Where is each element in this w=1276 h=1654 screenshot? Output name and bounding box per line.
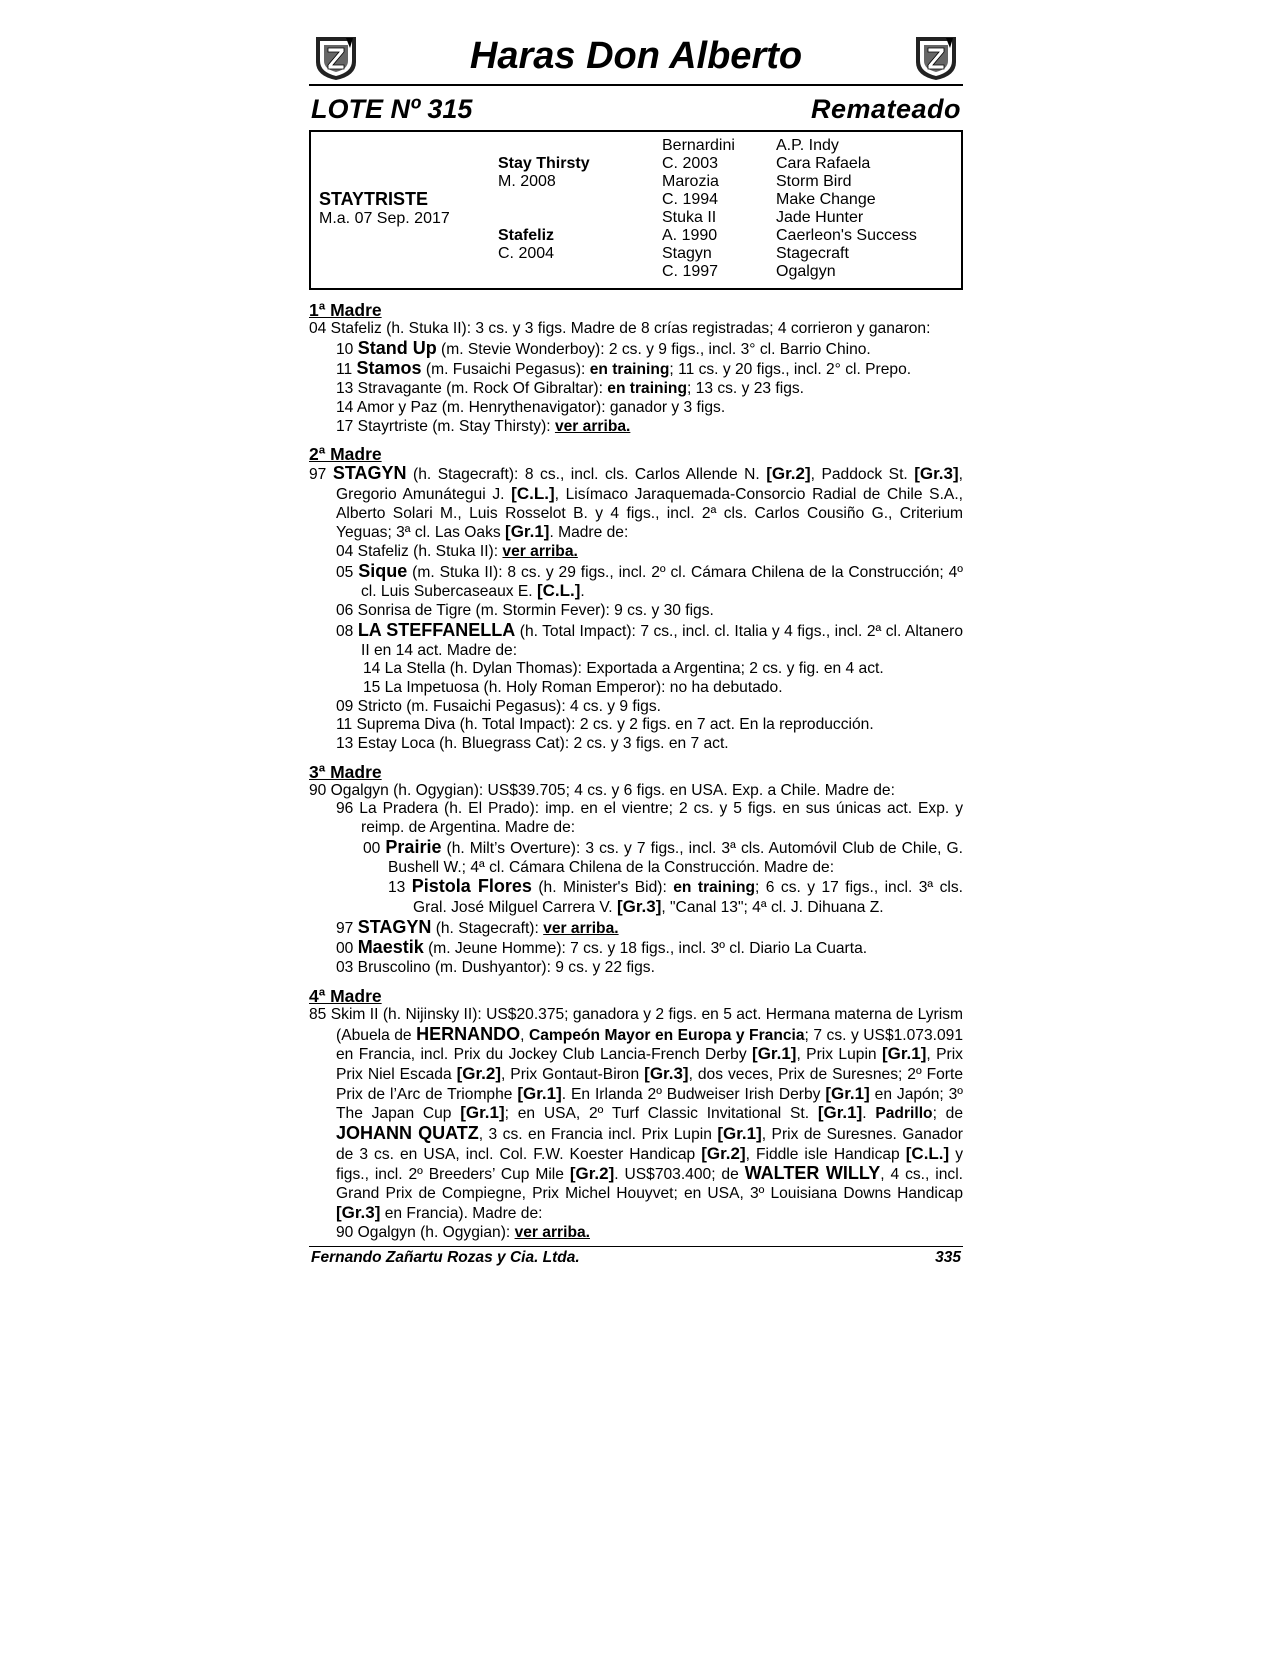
section-title: 4ª Madre	[309, 985, 382, 1006]
page-footer	[309, 1246, 963, 1266]
great-grandparent: Cara Rafaela	[776, 155, 871, 172]
entry: 85 Skim II (h. Nijinsky II): US$20.375; ganadora y 2 figs. en 5 act. Hermana materna de Lyrism (Abuela de HERNANDO, Campeón Mayor en Europa y Francia; 7 cs. y US$1.073.091 en Francia, incl. Prix du Jockey Club Lancia-French Derby [Gr.1], Prix Lupin [Gr.1], Prix Prix Niel Escada [Gr.2], Prix Gontaut-Biron [Gr.3], dos veces, Prix de Suresnes; 2º Forte Prix de l’Arc de Triomphe [Gr.1]. En Irlanda 2º Budweiser Irish Derby [Gr.1] en Japón; 3º The Japan Cup [Gr.1]; en USA, 2º Turf Classic Invitational St. [Gr.1]. Padrillo; de JOHANN QUATZ, 3 cs. en Francia incl. Prix Lupin [Gr.1], Prix de Suresnes. Ganador de 3 cs. en USA, incl. Col. F.W. Koester Handicap [Gr.2], Fiddle isle Handicap [C.L.] y figs., incl. 2º Breeders’ Cup Mile [Gr.2]. US$703.400; de WALTER WILLY, 4 cs., incl. Grand Prix de Compiegne, Prix Michel Houyvet; en USA, 3º Louisiana Downs Handicap [Gr.3] en Francia). Madre de:	[309, 1005, 964, 1222]
section-title: 1ª Madre	[309, 300, 382, 320]
great-grandparent: Caerleon's Success	[776, 227, 917, 244]
grandsire-1: Bernardini	[662, 137, 735, 154]
entry: 96 La Pradera (h. El Prado): imp. en el vientre; 2 cs. y 5 figs. en sus únicas act. Exp. y reimp. de Argentina. Madre de:	[336, 800, 963, 837]
entry: 09 Stricto (m. Fusaichi Pegasus): 4 cs. y 9 figs.	[336, 697, 661, 715]
entry: 11 Stamos (m. Fusaichi Pegasus): en training; 11 cs. y 20 figs., incl. 2° cl. Prepo.	[336, 358, 912, 379]
entry: 00 Prairie (h. Milt’s Overture): 3 cs. y 7 figs., incl. 3ª cls. Automóvil Club de Chile, G. Bushell W.; 4ª cl. Cámara Chilena de la Construcción. Madre de:	[363, 836, 963, 876]
za-shield-logo-icon	[913, 34, 959, 82]
entry: 05 Sique (m. Stuka II): 8 cs. y 29 figs., incl. 2º cl. Cámara Chilena de la Construcción; 4º cl. Luis Subercaseaux E. [C.L.].	[336, 560, 963, 601]
entry: 04 Stafeliz (h. Stuka II): ver arriba.	[336, 543, 578, 561]
entry: 17 Stayrtriste (m. Stay Thirsty): ver arriba.	[336, 417, 631, 435]
catalog-body	[309, 300, 963, 1242]
grandsire-1-info: C. 2003	[662, 155, 719, 172]
catalog-page	[309, 30, 963, 1242]
great-grandparent: Storm Bird	[776, 173, 852, 190]
grandsire-2: Stuka II	[662, 209, 717, 226]
entry: 03 Bruscolino (m. Dushyantor): 9 cs. y 22 figs.	[336, 959, 655, 977]
granddam-2-info: C. 1997	[662, 263, 719, 280]
lot-status: Remateado	[810, 94, 961, 124]
entry: 10 Stand Up (m. Stevie Wonderboy): 2 cs. y 9 figs., incl. 3° cl. Barrio Chino.	[336, 337, 871, 358]
granddam-1: Marozia	[662, 173, 719, 190]
entry: 08 LA STEFFANELLA (h. Total Impact): 7 cs., incl. cl. Italia y 4 figs., incl. 2ª cl. Altanero II en 14 act. Madre de:	[336, 619, 963, 659]
section-title: 2ª Madre	[309, 444, 382, 465]
entry: 90 Ogalgyn (h. Ogygian): ver arriba.	[336, 1223, 590, 1241]
page-number: 335	[935, 1249, 961, 1266]
entry: 97 STAGYN (h. Stagecraft): ver arriba.	[336, 916, 619, 937]
page-header	[309, 30, 963, 86]
entry: 14 La Stella (h. Dylan Thomas): Exportada a Argentina; 2 cs. y fig. en 4 act.	[363, 660, 884, 678]
entry: 13 Estay Loca (h. Bluegrass Cat): 2 cs. y 3 figs. en 7 act.	[336, 735, 729, 753]
pedigree-table	[309, 130, 963, 290]
footer-company: Fernando Zañartu Rozas y Cia. Ltda.	[311, 1249, 580, 1266]
horse-info: M.a. 07 Sep. 2017	[319, 210, 450, 227]
page-title: Haras Don Alberto	[469, 35, 803, 77]
horse-name: STAYTRISTE	[319, 189, 429, 209]
great-grandparent: Ogalgyn	[776, 263, 836, 280]
lot-row	[309, 92, 963, 128]
entry: 13 Pistola Flores (h. Minister's Bid): en training; 6 cs. y 17 figs., incl. 3ª cls. Gral. José Milguel Carrera V. [Gr.3], "Canal 13"; 4ª cl. J. Dihuana Z.	[388, 876, 964, 916]
lot-number: LOTE Nº 315	[311, 94, 473, 124]
entry: 13 Stravagante (m. Rock Of Gibraltar): en training; 13 cs. y 23 figs.	[336, 380, 804, 398]
great-grandparent: Make Change	[776, 191, 876, 208]
sire-name: Stay Thirsty	[498, 155, 590, 172]
entry: 11 Suprema Diva (h. Total Impact): 2 cs. y 2 figs. en 7 act. En la reproducción.	[336, 716, 874, 734]
entry: 00 Maestik (m. Jeune Homme): 7 cs. y 18 figs., incl. 3º cl. Diario La Cuarta.	[336, 937, 868, 958]
great-grandparent: Stagecraft	[776, 245, 849, 262]
entry: 14 Amor y Paz (m. Henrythenavigator): ganador y 3 figs.	[336, 398, 726, 416]
granddam-2: Stagyn	[662, 245, 712, 262]
grandsire-2-info: A. 1990	[662, 227, 718, 244]
entry: 97 STAGYN (h. Stagecraft): 8 cs., incl. cls. Carlos Allende N. [Gr.2], Paddock St. [Gr.3], Gregorio Amunátegui J. [C.L.], Lisímaco Jaraquemada-Consorcio Radial de Chile S.A., Alberto Solari M., Luis Rosselot B. y 4 figs., incl. 2ª cls. Carlos Cousiño G., Criterium Yeguas; 3ª cl. Las Oaks [Gr.1]. Madre de:	[309, 463, 963, 542]
great-grandparent: A.P. Indy	[776, 137, 839, 154]
entry: 90 Ogalgyn (h. Ogygian): US$39.705; 4 cs. y 6 figs. en USA. Exp. a Chile. Madre de:	[309, 781, 895, 799]
entry: 15 La Impetuosa (h. Holy Roman Emperor): no ha debutado.	[363, 678, 783, 696]
entry: 04 Stafeliz (h. Stuka II): 3 cs. y 3 figs. Madre de 8 crías registradas; 4 corrieron y ganaron:	[309, 320, 931, 337]
entry: 06 Sonrisa de Tigre (m. Stormin Fever): 9 cs. y 30 figs.	[336, 602, 714, 620]
dam-name: Stafeliz	[498, 227, 555, 244]
dam-info: C. 2004	[498, 245, 555, 262]
sire-info: M. 2008	[498, 173, 556, 190]
section-title: 3ª Madre	[309, 761, 382, 782]
granddam-1-info: C. 1994	[662, 191, 719, 208]
great-grandparent: Jade Hunter	[776, 209, 864, 226]
